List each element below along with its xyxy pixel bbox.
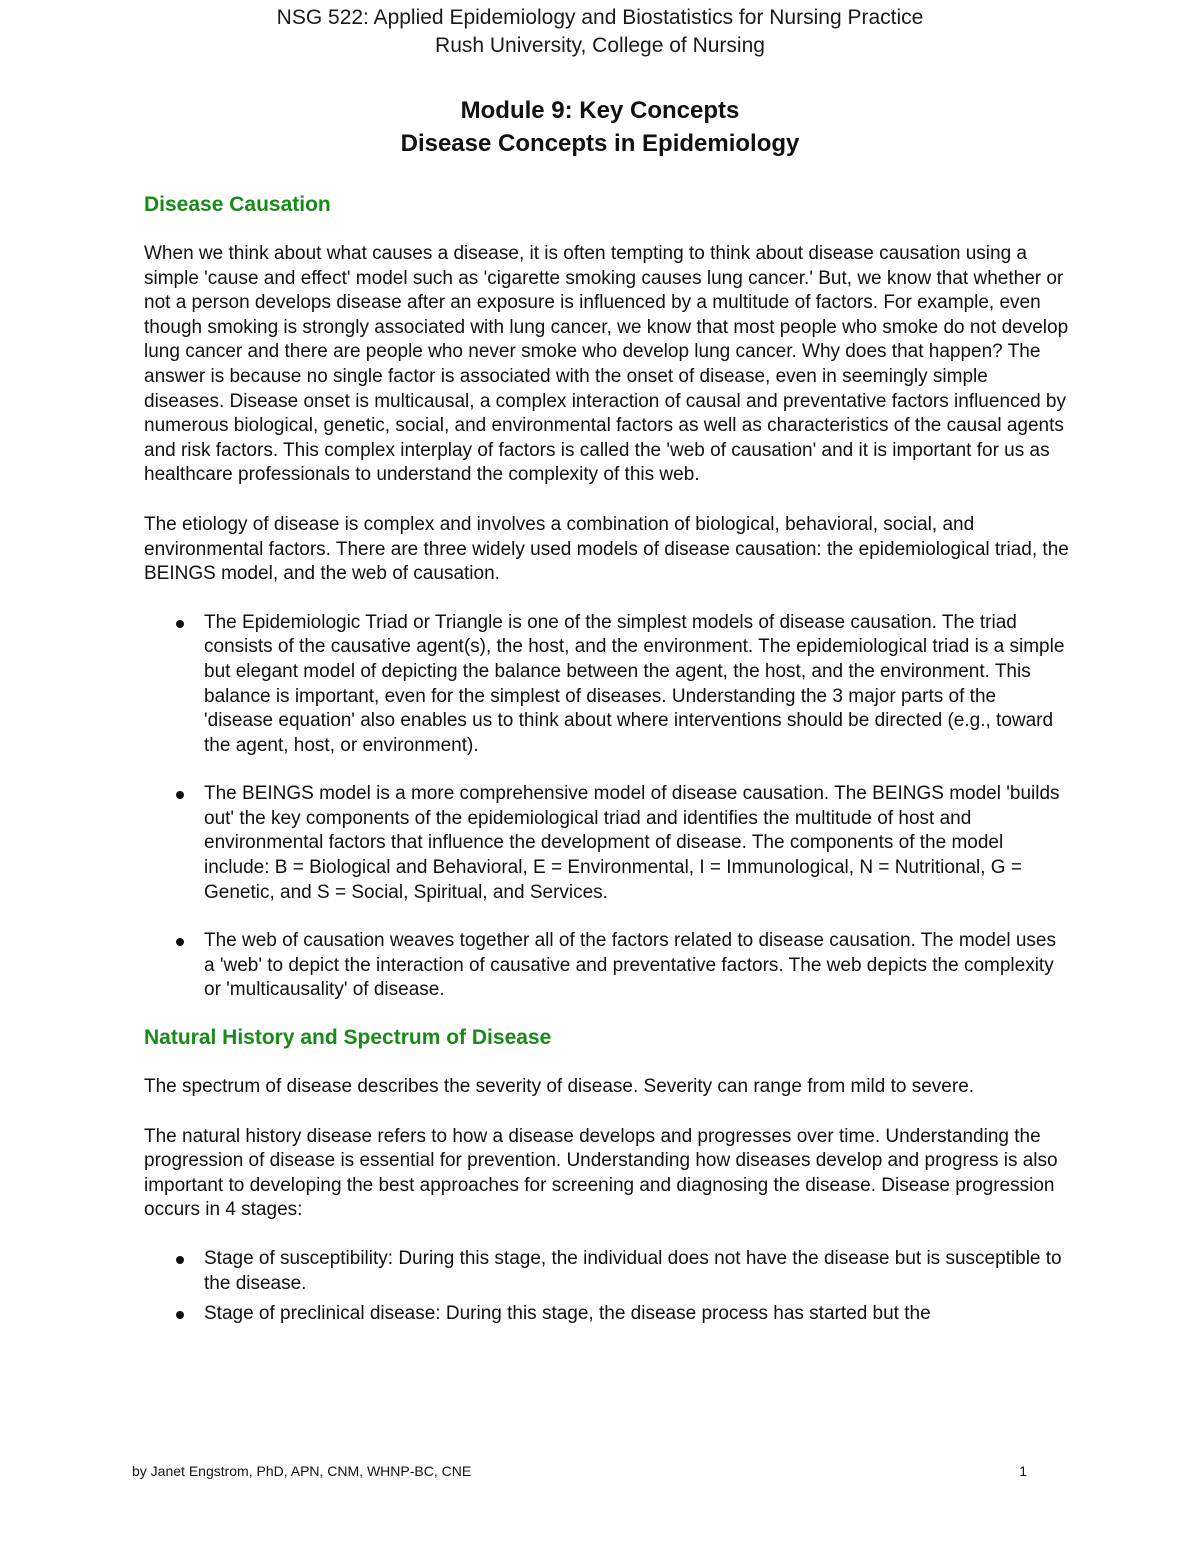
list-item (204, 929, 1069, 1003)
bullet-text: Stage of susceptibility: During this stage, the individual does not have the disease but is susceptible to the disease. (204, 1248, 1062, 1294)
bullet-text: The BEINGS model is a more comprehensive model of disease causation. The BEINGS model 'builds out' the key components of the epidemiological triad and identifies the multitude of host and environmental factors that influence the development of disease. The components of the model include: B = Biological and Behavioral, E = Environmental, I = Immunological, N = Nutritional, G = Genetic, and S = Social, Spiritual, and Services. (204, 783, 1060, 903)
bullet-text: The web of causation weaves together all of the factors related to disease causation. The model uses a 'web' to depict the interaction of causative and preventative factors. The web depicts the complexity or 'multicausality' of disease. (204, 930, 1056, 1001)
list-item (204, 611, 1069, 759)
bullet-icon (176, 1311, 184, 1319)
natural-history-paragraph-2: The natural history disease refers to how a disease develops and progresses over time. Understanding the progression of disease is essential for prevention. Understanding how diseases develop and progress is also important to developing the best approaches for screening and diagnosing the disease. Disease progression occurs in 4 stages: (144, 1125, 1058, 1221)
disease-stages-list (144, 1247, 1069, 1327)
list-item (204, 1302, 1069, 1327)
causation-models-list (144, 611, 1069, 1003)
bullet-icon (176, 938, 184, 946)
module-title: Module 9: Key Concepts (460, 97, 740, 124)
causation-paragraph-1: When we think about what causes a disease, it is often tempting to think about disease causation using a simple 'cause and effect' model such as 'cigarette smoking causes lung cancer.' But, we know that whether or not a person develops disease after an exposure is influenced by a multitude of factors. For example, even though smoking is strongly associated with lung cancer, we know that most people who smoke do not develop lung cancer and there are people who never smoke who develop lung cancer. Why does that happen? The answer is because no single factor is associated with the onset of disease, even in seemingly simple diseases. Disease onset is multicausal, a complex interaction of causal and preventative factors influenced by numerous biological, genetic, social, and environmental factors as well as characteristics of the causal agents and risk factors. This complex interplay of factors is called the 'web of causation' and it is important for us as healthcare professionals to understand the complexity of this web. (144, 243, 1069, 486)
section-heading-natural-history: Natural History and Spectrum of Disease (144, 1026, 552, 1050)
bullet-text: The Epidemiologic Triad or Triangle is one of the simplest models of disease causation. The triad consists of the causative agent(s), the host, and the environment. The epidemiological triad is a simple but elegant model of depicting the balance between the agent, the host, and the environment. This balance is important, even for the simplest of diseases. Understanding the 3 major parts of the 'disease equation' also enables us to think about where interventions should be directed (e.g., toward the agent, host, or environment). (204, 611, 1065, 756)
course-header (0, 4, 1200, 60)
causation-paragraph-2: The etiology of disease is complex and involves a combination of biological, behavioral, social, and environmental factors. There are three widely used models of disease causation: the epidemiological triad, the BEINGS model, and the web of causation. (144, 513, 1069, 585)
bullet-icon (176, 791, 184, 799)
list-item (204, 782, 1069, 905)
bullet-text: Stage of preclinical disease: During this stage, the disease process has started but the (204, 1303, 931, 1325)
module-subtitle: Disease Concepts in Epidemiology (400, 130, 800, 157)
section-heading-causation: Disease Causation (144, 193, 331, 216)
course-title: NSG 522: Applied Epidemiology and Biostatistics for Nursing Practice (276, 6, 924, 29)
module-title-block (0, 94, 1200, 160)
bullet-icon (176, 1256, 184, 1264)
institution-name: Rush University, College of Nursing (435, 34, 765, 57)
list-item (204, 1247, 1069, 1296)
footer-author: by Janet Engstrom, PhD, APN, CNM, WHNP-BC, CNE (132, 1463, 472, 1479)
document-body (144, 190, 1069, 1327)
bullet-icon (176, 620, 184, 628)
natural-history-paragraph-1: The spectrum of disease describes the severity of disease. Severity can range from mild to severe. (144, 1076, 975, 1098)
page-number: 1 (1019, 1463, 1027, 1479)
